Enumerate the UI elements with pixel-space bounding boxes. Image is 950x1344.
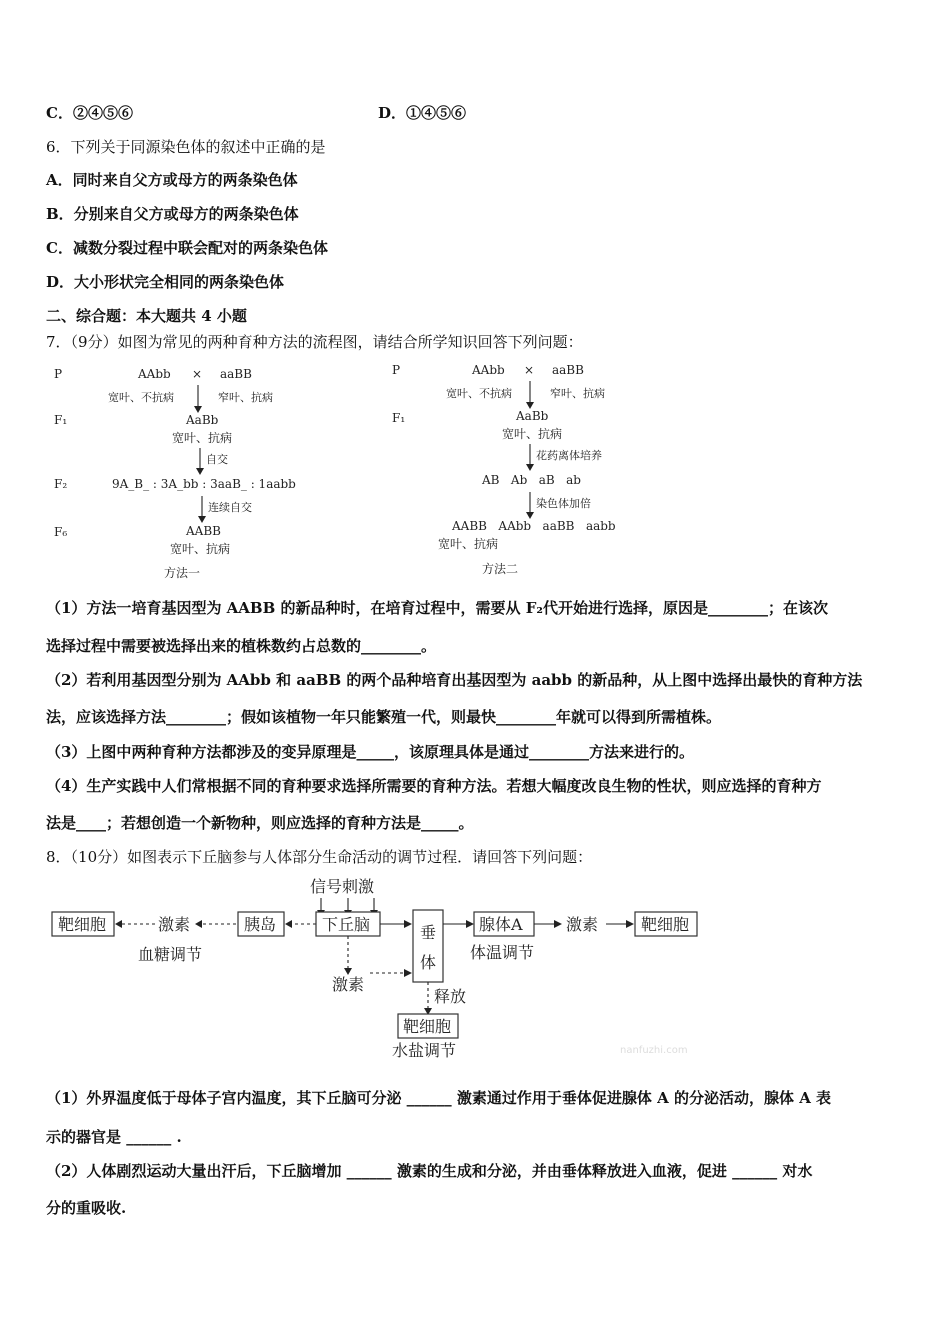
q8-target-cell-left: 靶细胞	[58, 915, 107, 934]
gen-label-p: P	[54, 367, 63, 381]
m2-step-anther: 花药离体培养	[536, 449, 602, 462]
q8-blood-sugar-label: 血糖调节	[138, 945, 203, 964]
q8-part1-line1: （1）外界温度低于母体子宫内温度，其下丘脑可分泌 ______ 激素通过作用于垂体促进腺体 A 的分泌活动，腺体 A 表	[46, 1089, 832, 1107]
q6-option-d-text: D．大小形状完全相同的两条染色体	[46, 273, 285, 291]
m2-cross: ×	[524, 363, 535, 377]
q8-part1-line2: 示的器官是 ______ .	[46, 1128, 182, 1146]
q7-part4-line1: （4）生产实践中人们常根据不同的育种要求选择所需要的育种方法。若想大幅度改良生物的性状，则应选择的育种方	[46, 777, 822, 795]
gen-label-f1-2: F₁	[392, 411, 406, 425]
q6-stem: 6．下列关于同源染色体的叙述中正确的是	[46, 138, 326, 156]
q5-option-d: D．①④⑤⑥	[378, 104, 467, 122]
m1-f2: 9A_B_ : 3A_bb : 3aaB_ : 1aabb	[112, 477, 296, 491]
m2-result: AABB AAbb aaBB aabb	[452, 519, 616, 533]
q7-breeding-diagram	[40, 358, 660, 588]
m1-arrowhead-2	[196, 468, 204, 475]
q8-islet: 胰岛	[244, 915, 277, 934]
q7-part4-line2: 法是____；若想创造一个新物种，则应选择的育种方法是_____。	[46, 814, 474, 832]
m2-parent2: aaBB	[552, 363, 584, 377]
q8-target-cell-bottom: 靶细胞	[403, 1017, 452, 1036]
q8-hypothalamus-diagram	[40, 870, 720, 1065]
m2-arrowhead-3	[526, 512, 534, 519]
m2-gametes: AB Ab aB ab	[482, 473, 581, 487]
m1-f1: AaBb	[186, 413, 219, 427]
m1-step-continuous: 连续自交	[208, 501, 252, 514]
q8-arrowhead-hormone-pituitary	[404, 969, 412, 977]
q8-hormone-mid: 激素	[332, 975, 365, 994]
q6-option-a-text: A．同时来自父方或母方的两条染色体	[46, 171, 298, 189]
q6-option-a	[46, 170, 298, 190]
m1-f6-trait: 宽叶、抗病	[170, 542, 231, 556]
q7-part1-line2: 选择过程中需要被选择出来的植株数约占总数的________。	[46, 637, 437, 655]
q8-hypothalamus: 下丘脑	[322, 915, 371, 934]
q8-pituitary-1: 垂	[420, 923, 437, 942]
q8-arrowhead-target-right	[626, 920, 634, 928]
q7-part3: （3）上图中两种育种方法都涉及的变异原理是_____，该原理具体是通过________方法来进行的。	[46, 743, 694, 761]
q8-release-label: 释放	[434, 987, 467, 1006]
q8-hormone-left: 激素	[158, 915, 191, 934]
q8-arrowhead-hypo-islet	[285, 920, 292, 928]
q6-option-c-text: C．减数分裂过程中联会配对的两条染色体	[46, 239, 328, 257]
m1-trait2: 窄叶、抗病	[218, 391, 273, 404]
q8-arrowhead-hypo-pituitary	[404, 920, 412, 928]
m1-arrowhead-1	[194, 406, 202, 413]
q7-part2-line1: （2）若利用基因型分别为 AAbb 和 aaBB 的两个品种培育出基因型为 aabb 的新品种，从上图中选择出最快的育种方法	[46, 671, 863, 689]
q8-target-cell-right: 靶细胞	[641, 915, 690, 934]
m1-arrowhead-3	[198, 516, 206, 523]
gen-label-f1: F₁	[54, 413, 68, 427]
q8-arrowhead-hypo-down	[344, 968, 352, 975]
m2-arrowhead-1	[526, 402, 534, 409]
m2-trait2: 窄叶、抗病	[550, 387, 605, 400]
section-heading: 二、综合题：本大题共 4 小题	[46, 307, 247, 325]
m2-f1-trait: 宽叶、抗病	[502, 427, 563, 441]
q7-part1-line1: （1）方法一培育基因型为 AABB 的新品种时，在培育过程中，需要从 F₂代开始进行选择，原因是________；在该次	[46, 599, 828, 617]
m1-step-selfing: 自交	[206, 453, 228, 466]
m2-arrowhead-2	[526, 464, 534, 471]
m1-label: 方法一	[164, 566, 201, 580]
m1-parent2: aaBB	[220, 367, 252, 381]
gen-label-p-2: P	[392, 363, 401, 377]
q8-part2-line2: 分的重吸收.	[46, 1199, 127, 1217]
gen-label-f2: F₂	[54, 477, 68, 491]
q8-gland-a: 腺体A	[479, 915, 523, 934]
q7-part2-line2: 法，应该选择方法________；假如该植物一年只能繁殖一代，则最快________年就可以得到所需植株。	[46, 708, 722, 726]
m2-label: 方法二	[482, 562, 519, 576]
q8-arrowhead-gland-hormone	[554, 920, 562, 928]
q5-option-c: C．②④⑤⑥	[46, 104, 133, 122]
q7-stem: 7．（9分）如图为常见的两种育种方法的流程图，请结合所学知识回答下列问题：	[46, 333, 583, 351]
m2-result-trait: 宽叶、抗病	[438, 537, 499, 551]
q6-option-b	[46, 204, 299, 224]
q8-arrowhead-target-left	[115, 920, 122, 928]
q8-part2-line1: （2）人体剧烈运动大量出汗后，下丘脑增加 ______ 激素的生成和分泌，并由垂体释放进入血液，促进 ______ 对水	[46, 1162, 813, 1180]
q8-hormone-right: 激素	[566, 915, 599, 934]
m1-f1-trait: 宽叶、抗病	[172, 431, 233, 445]
m1-parent1: AAbb	[138, 367, 171, 381]
m1-f6: AABB	[186, 524, 221, 538]
gen-label-f6: F₆	[54, 525, 68, 539]
q6-option-d	[46, 272, 284, 292]
m2-trait1: 宽叶、不抗病	[446, 387, 512, 400]
q8-arrowhead-islet	[195, 920, 202, 928]
q8-watermark: nanfuzhi.com	[620, 1045, 688, 1056]
m1-trait1: 宽叶、不抗病	[108, 391, 174, 404]
q8-stem: 8．（10分）如图表示下丘脑参与人体部分生命活动的调节过程．请回答下列问题：	[46, 848, 593, 866]
q6-option-b-text: B．分别来自父方或母方的两条染色体	[46, 205, 299, 223]
q6-option-c	[46, 238, 328, 258]
q8-temp-reg-label: 体温调节	[470, 943, 535, 962]
q8-signal-label: 信号刺激	[310, 877, 375, 896]
q8-arrowhead-pituitary-gland	[466, 920, 474, 928]
m2-step-doubling: 染色体加倍	[536, 497, 591, 510]
m2-parent1: AAbb	[472, 363, 505, 377]
q8-water-salt-label: 水盐调节	[392, 1041, 457, 1060]
m2-f1: AaBb	[516, 409, 549, 423]
q8-pituitary-2: 体	[420, 953, 437, 972]
m1-cross: ×	[192, 367, 203, 381]
